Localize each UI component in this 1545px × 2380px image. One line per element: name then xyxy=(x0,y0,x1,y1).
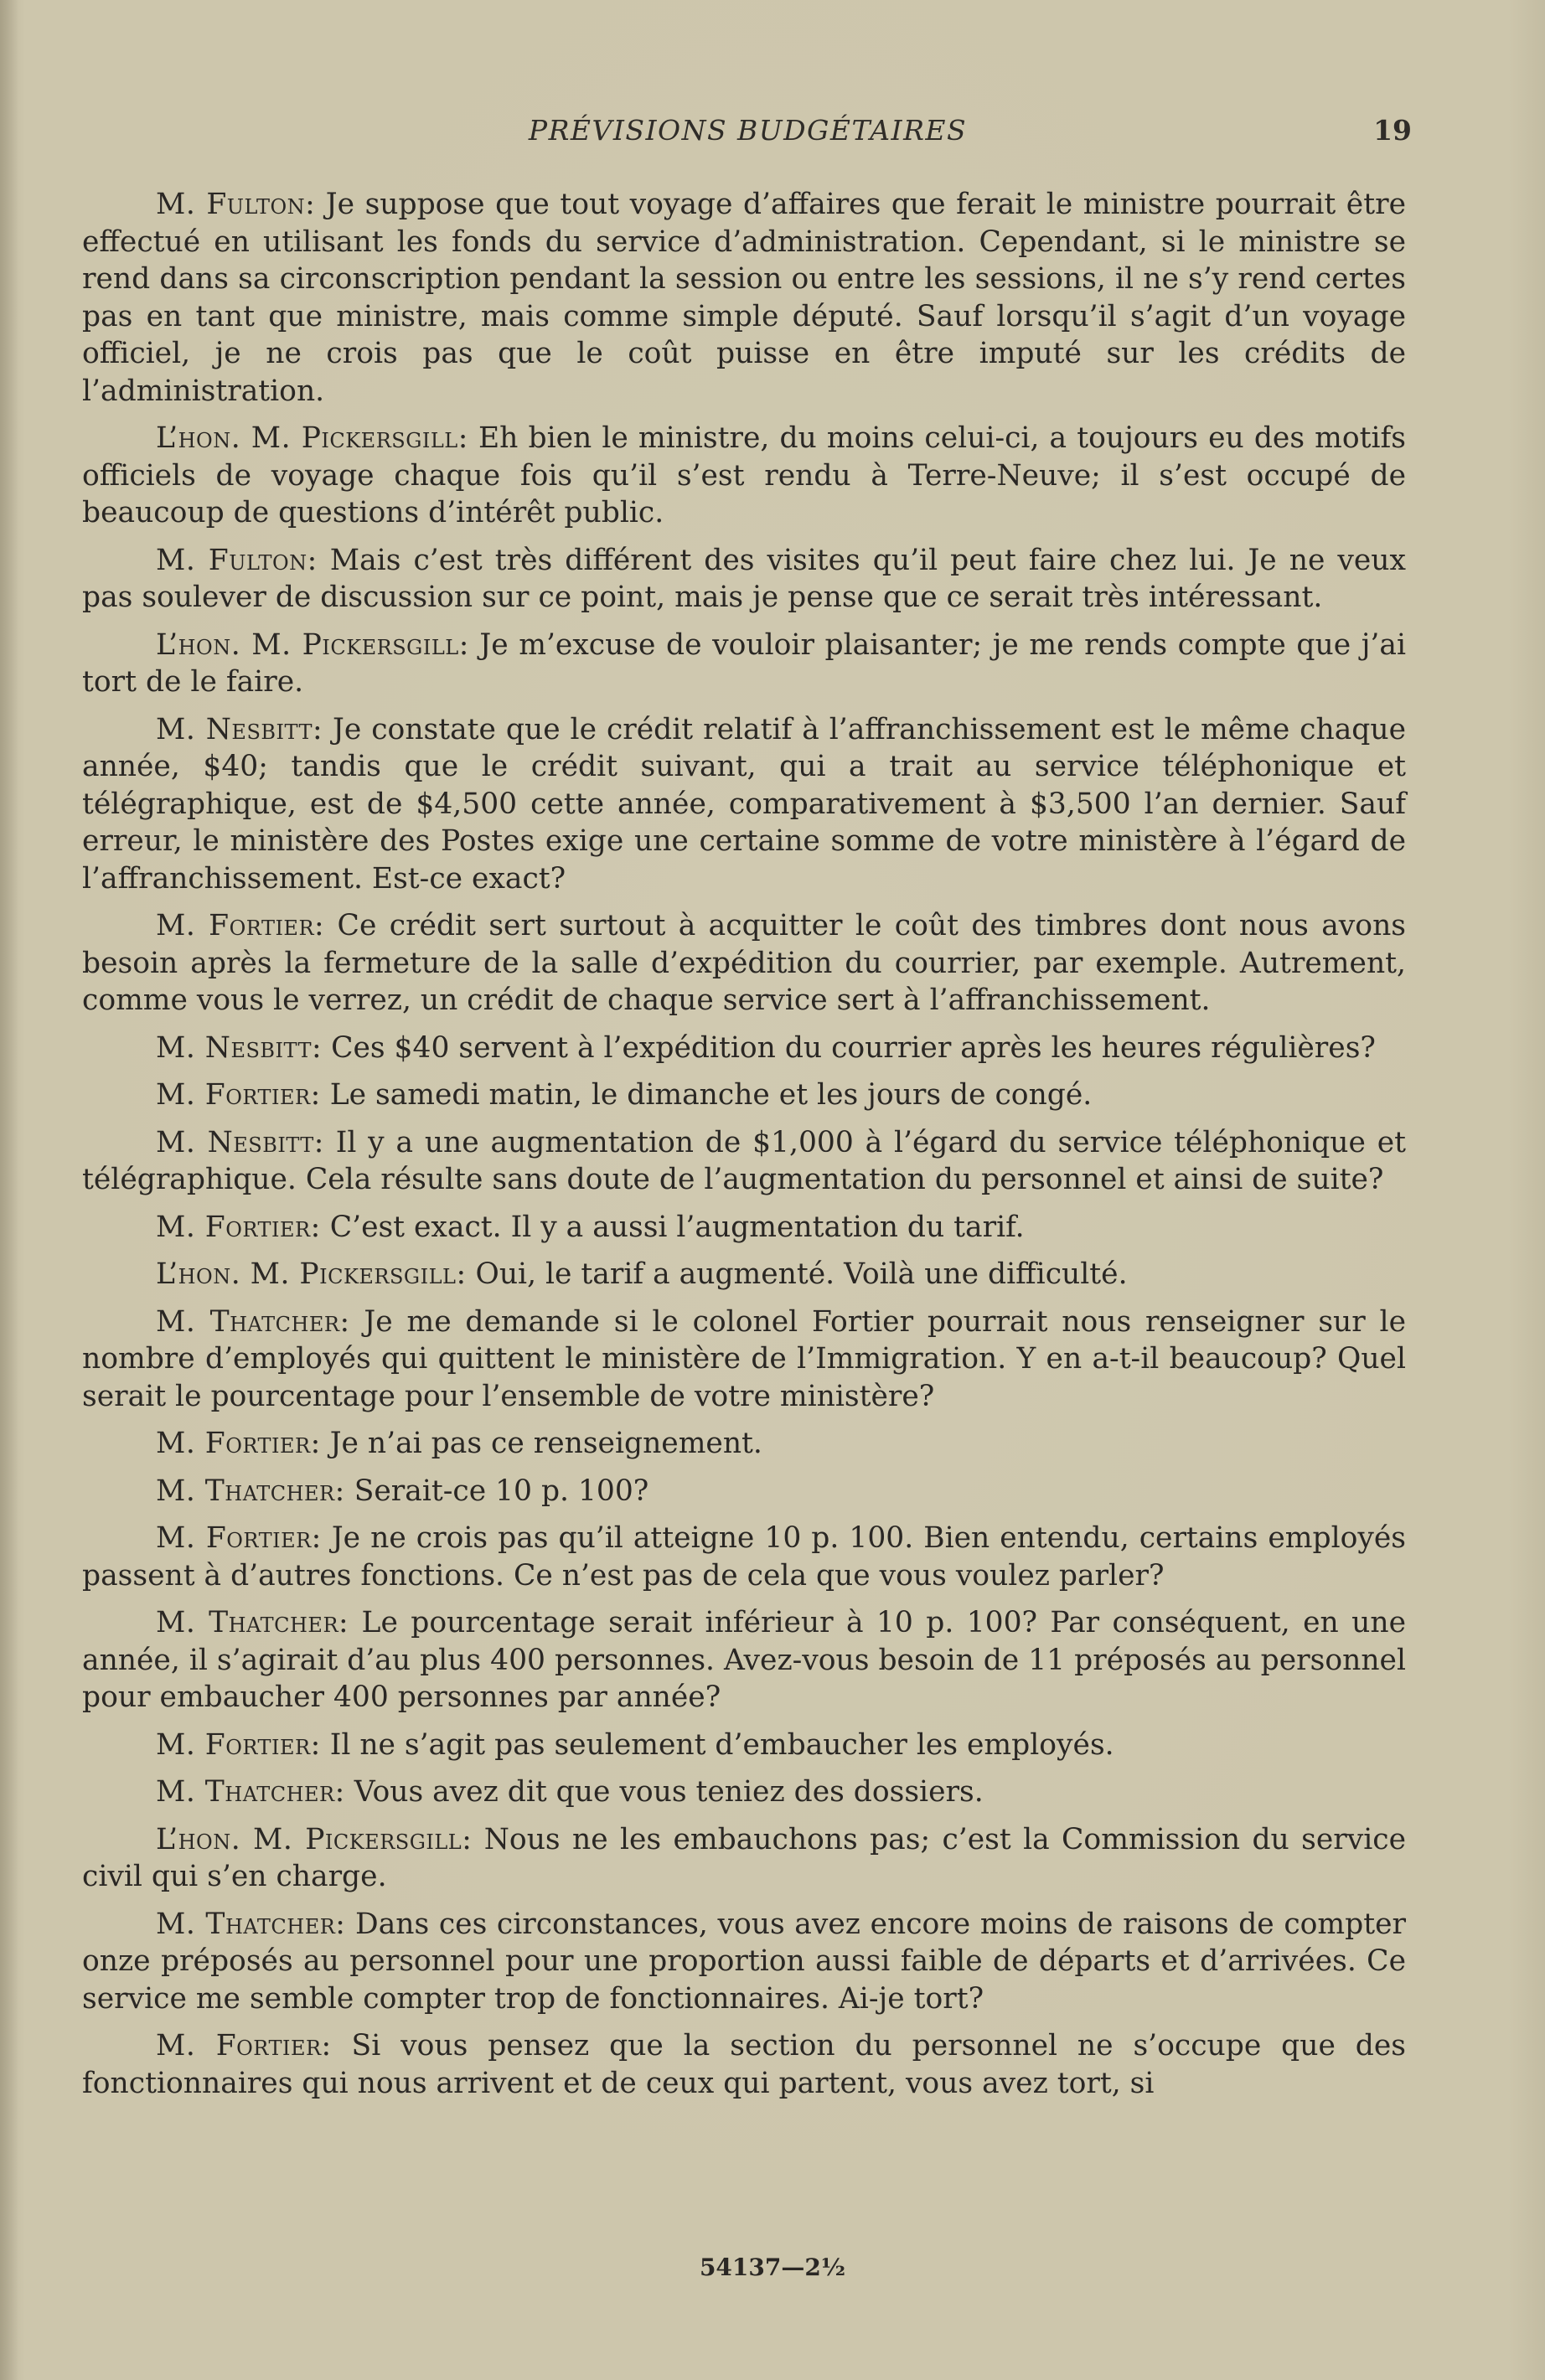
transcript-paragraph xyxy=(82,907,1406,1020)
speaker-name: M. Thatcher: xyxy=(156,1907,346,1941)
transcript-paragraph xyxy=(82,1604,1406,1717)
speaker-name: L’hon. M. Pickersgill: xyxy=(156,1257,467,1291)
speaker-name: L’hon. M. Pickersgill: xyxy=(156,627,469,662)
speech-text: Ce crédit sert surtout à acquitter le coût des timbres dont nous avons besoin après la fermeture de la salle d’expédition du courrier, par exemple. Autrement, comme vous le verrez, un crédit de chaque service sert à l’affranchissement. xyxy=(82,909,1406,1017)
speaker-name: M. Fulton: xyxy=(156,543,318,577)
printer-signature: 54137—2½ xyxy=(699,2254,846,2281)
transcript-paragraph xyxy=(82,1473,1406,1510)
speaker-name: M. Fortier: xyxy=(156,2029,332,2062)
speaker-name: M. Fortier: xyxy=(156,1727,321,1762)
transcript-paragraph xyxy=(82,1425,1406,1463)
transcript-paragraph xyxy=(82,2027,1406,2102)
speech-text: Serait-ce 10 p. 100? xyxy=(344,1474,649,1508)
transcript-paragraph xyxy=(82,1076,1406,1114)
speaker-name: M. Thatcher: xyxy=(156,1474,345,1508)
speech-text: Si vous pensez que la section du personnel ne s’occupe que des fonctionnaires qui nous arrivent et de ceux qui partent, vous avez tort, si xyxy=(82,2029,1406,2100)
transcript-paragraph xyxy=(82,186,1406,410)
transcript-paragraph xyxy=(82,711,1406,898)
transcript-paragraph xyxy=(82,1821,1406,1896)
speaker-name: M. Fortier: xyxy=(156,1427,321,1460)
page-title: PRÉVISIONS BUDGÉTAIRES xyxy=(528,114,968,147)
transcript-paragraph xyxy=(82,1030,1406,1067)
page-edge-shadow xyxy=(0,0,18,2380)
speech-text: Je suppose que tout voyage d’affaires que ferait le ministre pourrait être effectué en utilisant les fonds du service d’administration. Cependant, si le ministre se rend dans sa circonscription pendant la session ou entre les sessions, il ne s’y rend certes pas en tant que ministre, mais comme simple député. Sauf lorsqu’il s’agit d’un voyage officiel, je ne crois pas que le coût puisse en être imputé sur les crédits de l’administration. xyxy=(82,188,1406,408)
transcript-paragraph xyxy=(82,1520,1406,1594)
speech-text: Le samedi matin, le dimanche et les jours de congé. xyxy=(320,1078,1093,1112)
transcript-paragraph xyxy=(82,1256,1406,1293)
speech-text: Mais c’est très différent des visites qu’il peut faire chez lui. Je ne veux pas soulever de discussion sur ce point, mais je pense que ce serait très intéressant. xyxy=(82,543,1406,614)
transcript-body xyxy=(82,186,1406,2112)
speaker-name: M. Fortier: xyxy=(156,909,325,942)
speaker-name: M. Thatcher: xyxy=(156,1606,349,1639)
speaker-name: L’hon. M. Pickersgill: xyxy=(156,421,468,455)
speech-text: Je m’excuse de vouloir plaisanter; je me rends compte que j’ai tort de le faire. xyxy=(82,627,1406,699)
transcript-paragraph xyxy=(82,1727,1406,1764)
speech-text: Oui, le tarif a augmenté. Voilà une difficulté. xyxy=(466,1257,1128,1291)
transcript-paragraph xyxy=(82,1906,1406,2018)
speech-text: Dans ces circonstances, vous avez encore moins de raisons de compter onze préposés au personnel pour une proportion aussi faible de départs et d’arrivées. Ce service me semble compter trop de fonctionnaires. Ai-je tort? xyxy=(82,1907,1406,2016)
speech-text: Eh bien le ministre, du moins celui-ci, a toujours eu des motifs officiels de voyage chaque fois qu’il s’est rendu à Terre-Neuve; il s’est occupé de beaucoup de questions d’intérêt public. xyxy=(82,421,1406,529)
speech-text: Il y a une augmentation de $1,000 à l’égard du service téléphonique et télégraphique. Cela résulte sans doute de l’augmentation du personnel et ainsi de suite? xyxy=(82,1125,1406,1196)
speaker-name: M. Thatcher: xyxy=(156,1304,350,1339)
transcript-paragraph xyxy=(82,1209,1406,1247)
speaker-name: M. Fortier: xyxy=(156,1078,321,1112)
speaker-name: M. Nesbitt: xyxy=(156,1030,323,1065)
speech-text: Je constate que le crédit relatif à l’affranchissement est le même chaque année, $40; tandis que le crédit suivant, qui a trait au service téléphonique et télégraphique, est de $4,500 cette année, comparativement à $3,500 l’an dernier. Sauf erreur, le ministère des Postes exige une certaine somme de votre ministère à l’égard de l’affranchissement. Est-ce exact? xyxy=(82,712,1407,896)
transcript-paragraph xyxy=(82,1124,1406,1199)
transcript-paragraph xyxy=(82,1304,1406,1416)
speaker-name: M. Fortier: xyxy=(156,1210,321,1244)
speech-text: Vous avez dit que vous teniez des dossiers. xyxy=(344,1775,984,1809)
transcript-paragraph xyxy=(82,627,1406,701)
speaker-name: M. Nesbitt: xyxy=(156,712,323,746)
transcript-paragraph xyxy=(82,542,1406,617)
speaker-name: M. Nesbitt: xyxy=(156,1125,324,1159)
speech-text: C’est exact. Il y a aussi l’augmentation du tarif. xyxy=(320,1210,1025,1244)
speaker-name: L’hon. M. Pickersgill: xyxy=(156,1822,473,1856)
speech-text: Il ne s’agit pas seulement d’embaucher les employés. xyxy=(320,1727,1114,1762)
speech-text: Je n’ai pas ce renseignement. xyxy=(320,1427,762,1460)
speech-text: Le pourcentage serait inférieur à 10 p. 100? Par conséquent, en une année, il s’agirait d’au plus 400 personnes. Avez-vous besoin de 11 préposés au personnel pour embaucher 400 personnes par année? xyxy=(82,1606,1406,1714)
speech-text: Je ne crois pas qu’il atteigne 10 p. 100. Bien entendu, certains employés passent à d’autres fonctions. Ce n’est pas de cela que vous voulez parler? xyxy=(82,1521,1406,1593)
speech-text: Ces $40 servent à l’expédition du courrier après les heures régulières? xyxy=(322,1030,1376,1065)
running-header xyxy=(84,114,1412,156)
speaker-name: M. Fortier: xyxy=(156,1521,322,1555)
speech-text: Nous ne les embauchons pas; c’est la Commission du service civil qui s’en charge. xyxy=(82,1822,1407,1893)
transcript-paragraph xyxy=(82,420,1406,532)
speech-text: Je me demande si le colonel Fortier pourrait nous renseigner sur le nombre d’employés qui quittent le ministère de l’Immigration. Y en a-t-il beaucoup? Quel serait le pourcentage pour l’ensemble de votre ministère? xyxy=(82,1304,1406,1413)
speaker-name: M. Fulton: xyxy=(156,188,316,221)
transcript-paragraph xyxy=(82,1773,1406,1811)
page-number: 19 xyxy=(1373,114,1412,147)
speaker-name: M. Thatcher: xyxy=(156,1775,345,1809)
